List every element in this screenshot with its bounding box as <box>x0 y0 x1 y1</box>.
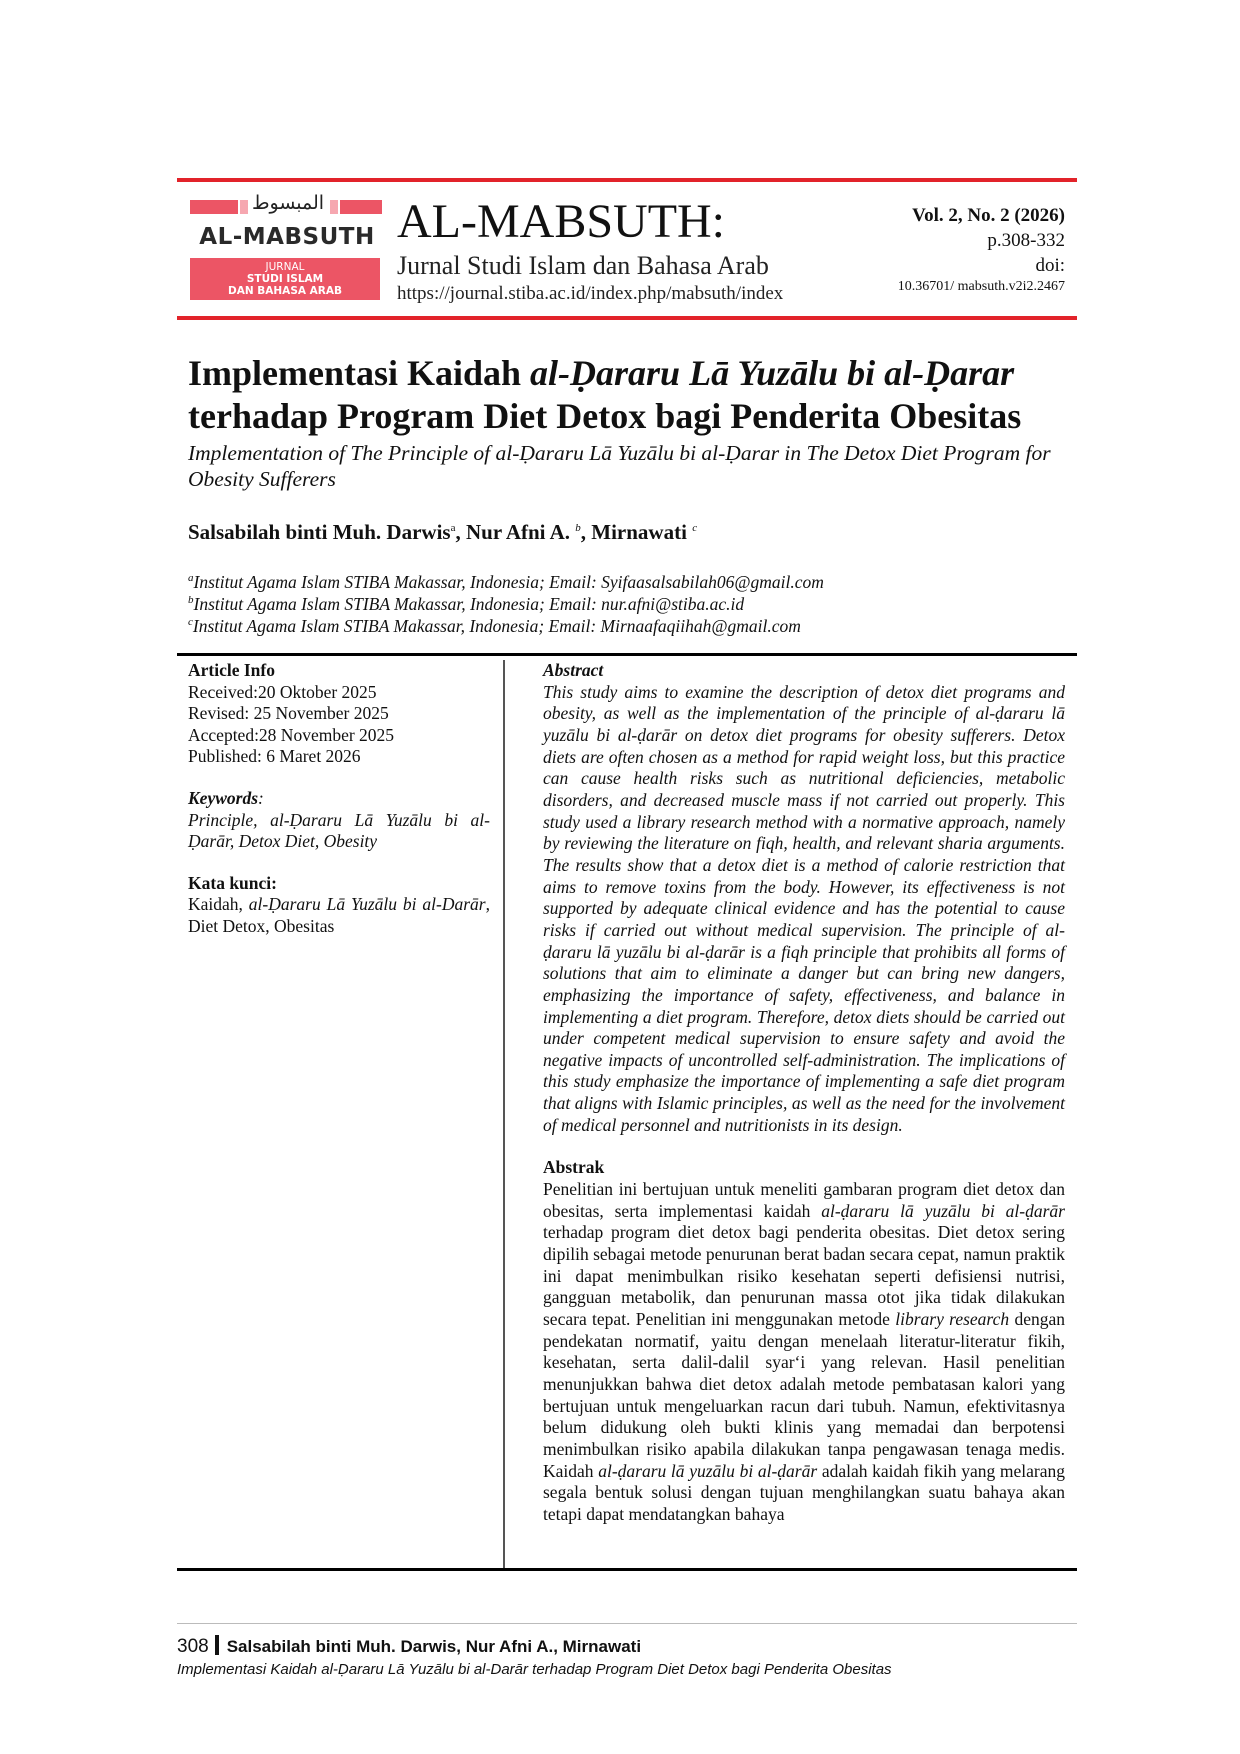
affiliation-a-text: Institut Agama Islam STIBA Makassar, Indonesia; Email: Syifaasalsabilah06@gmail.com <box>193 572 824 592</box>
affiliation-b <box>188 594 744 615</box>
affiliation-a <box>188 572 824 593</box>
katakunci-prefix: Kaidah, <box>188 894 249 915</box>
doi-value[interactable]: 10.36701/ mabsuth.v2i2.2467 <box>897 279 1065 294</box>
author-3-sup: c <box>692 522 698 534</box>
katakunci-suffix: , Diet Detox, Obesitas <box>188 894 490 936</box>
article-info-heading: Article Info <box>188 660 275 680</box>
logo-box-line-1: JURNAL <box>265 261 305 273</box>
journal-url[interactable]: https://journal.stiba.ac.id/index.php/mabsuth/index <box>397 283 784 304</box>
abstract-text: This study aims to examine the description of detox diet programs and obesity, as well as the implementation of the principle of al-ḍararu lā yuzālu bi al-ḍarār on detox diet programs for obesity sufferers. Detox diets are often chosen as a method for rapid weight loss, but this practice can cause health risks such as nutritional deficiencies, metabolic disorders, and decreased muscle mass if not carried out properly. This study used a library research method with a normative approach, namely by reviewing the literature on fiqh, health, and relevant sharia arguments. The results show that a detox diet is a method of calorie restriction that aims to remove toxins from the body. However, its effectiveness is not supported by adequate clinical evidence and has the potential to cause risks if carried out without medical supervision. The principle of al-ḍararu lā yuzālu bi al-ḍarār is a fiqh principle that prohibits all forms of solutions that aim to eliminate a danger but can bring new dangers, emphasizing the importance of safety, effectiveness, and balance in implementing a diet program. Therefore, detox diets should be carried out under competent medical supervision to ensure safety and avoid the negative impacts of uncontrolled self-administration. The implications of this study emphasize the importance of implementing a safe diet program that aligns with Islamic principles, as well as the need for the involvement of medical personnel and nutritionists in its design. <box>543 681 1065 1135</box>
keywords-heading-text: Keywords <box>188 787 258 808</box>
katakunci-heading: Kata kunci: <box>188 872 277 893</box>
abstrak-part-2: terhadap program diet detox bagi penderita obesitas. Diet detox sering dipilih sebagai metode penurunan berat badan secara cepat, namun praktik ini dapat menimbulkan risiko kesehatan seperti defisiensi nutrisi, gangguan metabolik, dan penurunan massa otot jika tidak dilakukan secara tepat. Penelitian ini menggunakan metode <box>543 1222 1065 1330</box>
author-1-sup: a <box>450 522 456 534</box>
author-list: Salsabilah binti Muh. Darwis$^a$, Nur Afni A. $^b$, Mirnawati $^c$ <box>188 520 698 544</box>
received-date: Received:20 Oktober 2025 <box>188 681 377 702</box>
logo-box-line-3: DAN BAHASA ARAB <box>227 285 342 297</box>
article-info-column <box>188 660 490 938</box>
header-bottom-rule <box>177 316 1077 320</box>
accepted-date: Accepted:28 November 2025 <box>188 724 395 745</box>
page-range: p.308-332 <box>987 230 1065 251</box>
doi-label: doi: <box>1035 255 1065 276</box>
abstract-box-top-rule <box>177 653 1077 656</box>
logo-arabic-text: المبسوط <box>251 192 325 214</box>
abstract-heading: Abstract <box>543 660 604 680</box>
journal-logo <box>188 192 386 302</box>
header-top-rule <box>177 178 1077 182</box>
affiliation-c <box>188 616 801 637</box>
affiliation-c-sup: c <box>188 616 193 629</box>
abstrak-part-1: Penelitian ini bertujuan untuk meneliti gambaran program diet detox dan obesitas, serta implementasi kaidah <box>543 1179 1065 1221</box>
abstrak-italic-2: library research <box>895 1309 1010 1330</box>
affiliation-a-sup: a <box>188 572 194 585</box>
author-1: Salsabilah binti Muh. Darwis <box>188 520 451 544</box>
logo-name: AL-MABSUTH <box>199 224 375 250</box>
page-number: 308 <box>177 1636 209 1657</box>
keywords-heading <box>188 788 490 810</box>
logo-bar-right-accent <box>330 200 338 214</box>
volume-issue: Vol. 2, No. 2 (2026) <box>912 205 1065 226</box>
revised-date: Revised: 25 November 2025 <box>188 703 389 724</box>
footer-line-1 <box>177 1635 641 1658</box>
author-2-sup: b <box>575 522 581 534</box>
katakunci-italic: al-Ḍararu Lā Yuzālu bi al-Darār <box>248 894 486 915</box>
footer-rule <box>177 1623 1077 1624</box>
logo-box-line-2: STUDI ISLAM <box>246 273 324 285</box>
journal-title: AL-MABSUTH: <box>397 195 726 248</box>
journal-subtitle: Jurnal Studi Islam dan Bahasa Arab <box>397 251 769 280</box>
keywords-colon: : <box>258 787 264 808</box>
article-title <box>188 352 1068 438</box>
logo-bar-left <box>190 200 238 214</box>
abstrak-italic-1: al-ḍararu lā yuzālu bi al-ḍarār <box>821 1200 1065 1221</box>
published-date: Published: 6 Maret 2026 <box>188 746 361 767</box>
logo-bar-left-accent <box>240 200 248 214</box>
abstract-box-bottom-rule <box>177 1568 1077 1571</box>
footer-running-title: Implementasi Kaidah al-Ḍararu Lā Yuzālu bi al-Darār terhadap Program Diet Detox bagi Penderita Obesitas <box>177 1661 892 1678</box>
logo-bar-right <box>340 200 382 214</box>
logo-subtitle-box <box>190 258 380 300</box>
title-prefix: Implementasi Kaidah <box>188 353 531 393</box>
author-2: Nur Afni A. <box>465 520 576 544</box>
abstrak-text <box>543 1179 1065 1526</box>
author-3: Mirnawati <box>591 520 693 544</box>
title-line-2: terhadap Program Diet Detox bagi Penderita Obesitas <box>188 396 1022 436</box>
affiliation-b-sup: b <box>188 594 194 607</box>
affiliation-c-text: Institut Agama Islam STIBA Makassar, Indonesia; Email: Mirnaafaqiihah@gmail.com <box>192 616 801 636</box>
katakunci-text <box>188 894 490 937</box>
abstrak-heading: Abstrak <box>543 1157 605 1178</box>
abstrak-part-4: adalah kaidah fikih yang melarang segala bentuk solusi dengan tujuan menghilangkan suatu bahaya akan tetapi dapat mendatangkan bahaya <box>543 1460 1065 1524</box>
abstrak-italic-3: al-ḍararu lā yuzālu bi al-ḍarār <box>598 1460 818 1481</box>
affiliation-b-text: Institut Agama Islam STIBA Makassar, Indonesia; Email: nur.afni@stiba.ac.id <box>193 594 745 614</box>
column-divider <box>503 660 505 1568</box>
footer-separator <box>215 1635 219 1655</box>
abstract-column <box>543 660 1065 1526</box>
title-italic: al-Ḍararu Lā Yuzālu bi al-Ḍarar <box>530 353 1015 393</box>
footer-authors: Salsabilah binti Muh. Darwis, Nur Afni A., Mirnawati <box>226 1637 642 1656</box>
keywords-text: Principle, al-Ḍararu Lā Yuzālu bi al-Ḍarār, Detox Diet, Obesity <box>188 809 490 852</box>
article-subtitle: Implementation of The Principle of al-Ḍararu Lā Yuzālu bi al-Ḍarar in The Detox Diet Program for Obesity Sufferers <box>188 441 1051 491</box>
abstrak-part-3: dengan pendekatan normatif, yaitu dengan menelaah literatur-literatur fikih, kesehatan, serta dalil-dalil syar‘i yang relevan. Hasil penelitian menunjukkan bahwa diet detox adalah metode pembatasan kalori yang bertujuan untuk mengeluarkan racun dari tubuh. Namun, efektivitasnya belum didukung oleh bukti klinis yang memadai dan berpotensi menimbulkan risiko apabila dilakukan tanpa pengawasan tenaga medis. Kaidah <box>543 1309 1065 1481</box>
